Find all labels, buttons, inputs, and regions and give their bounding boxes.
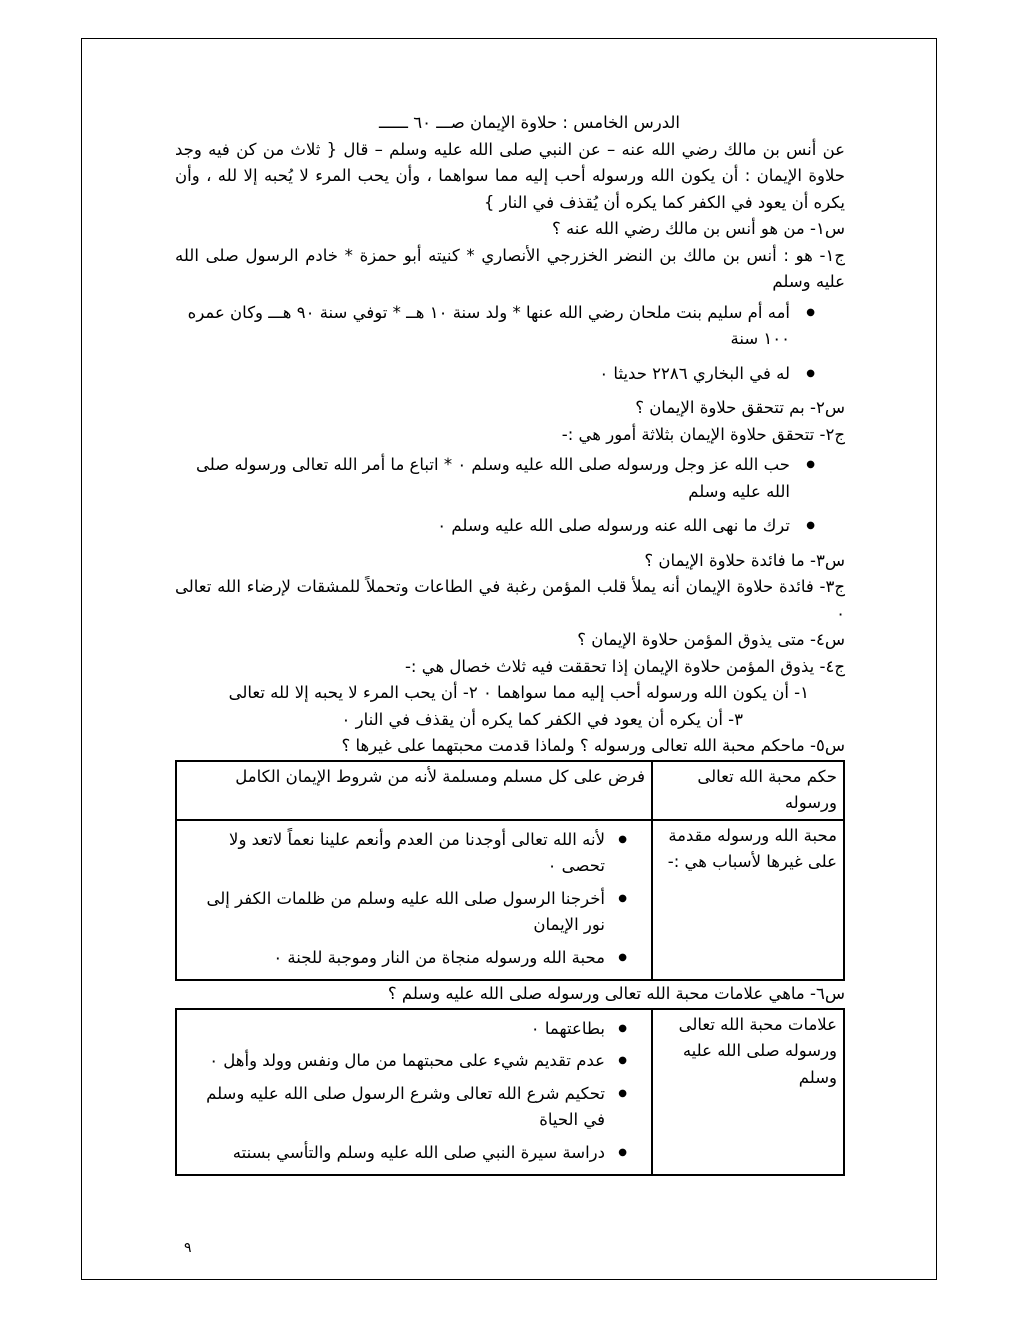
list-item: ٣- أن يكره أن يعود في الكفر كما يكره أن يقذف في النار ٠ [341, 709, 743, 729]
list-item: ● له في البخاري ٢٢٨٦ حديثا ٠ [175, 361, 845, 388]
question-6: س٦- ماهي علامات محبة الله تعالى ورسوله صلى الله عليه وسلم ؟ [387, 984, 845, 1003]
answer-1-list [175, 300, 845, 388]
answer-3: ج٣- فائدة حلاوة الإيمان أنه يملأ قلب المؤمن رغبة في الطاعات وتحملاً للمشقات لإرضاء الله تعالى ٠ [175, 577, 845, 623]
document-body [175, 110, 845, 1176]
list-item: ● أمه أم سليم بنت ملحان رضي الله عنها * ولد سنة ١٠ هــ * توفي سنة ٩٠ هـــ وكان عمره ١٠٠ سنة [175, 300, 845, 353]
list-item: ● محبة الله ورسوله منجاة من النار وموجبة للجنة ٠ [183, 945, 645, 972]
question-3: س٣- ما فائدة حلاوة الإيمان ؟ [644, 550, 845, 570]
list-item: ● حب الله عز وجل ورسوله صلى الله عليه وسلم ٠ * اتباع ما أمر الله تعالى ورسوله صلى الله عليه وسلم [175, 452, 845, 505]
ruling-table [175, 760, 845, 982]
question-4: س٤- متى يذوق المؤمن حلاوة الإيمان ؟ [577, 630, 845, 649]
signs-label-cell: علامات محبة الله تعالى ورسوله صلى الله عليه وسلم [652, 1009, 844, 1176]
answer-2: ج٢- تتحقق حلاوة الإيمان بثلاثة أمور هي :- [561, 424, 845, 444]
question-1: س١- من هو أنس بن مالك رضي الله عنه ؟ [551, 219, 845, 238]
question-2: س٢- بم تتحقق حلاوة الإيمان ؟ [635, 398, 845, 417]
list-item: ● ترك ما نهى الله عنه ورسوله صلى الله عليه وسلم ٠ [175, 513, 845, 540]
list-item: ١- أن يكون الله ورسوله أحب إليه مما سواهما ٠ ٢- أن يحب المرء لا يحبه إلا لله تعالى [228, 683, 809, 702]
ruling-label-cell: حكم محبة الله تعالى ورسوله [652, 761, 844, 820]
answer-1: ج١- هو : أنس بن مالك بن النضر الخزرجي الأنصاري * كنيته أبو حمزة * خادم الرسول صلى الله عليه وسلم [175, 245, 845, 291]
list-item: ● دراسة سيرة النبي صلى الله عليه وسلم والتأسي بسنته [183, 1140, 645, 1167]
reasons-list [183, 827, 645, 972]
answer-4: ج٤- يذوق المؤمن حلاوة الإيمان إذا تحققت فيه ثلاث خصال هي :- [404, 656, 845, 676]
signs-list [183, 1016, 645, 1167]
list-item: ● تحكيم شرع الله تعالى وشرع الرسول صلى الله عليه وسلم في الحياة [183, 1081, 645, 1134]
signs-list-cell [176, 1009, 652, 1176]
list-item: ● بطاعتهما ٠ [183, 1016, 645, 1043]
page-number: ٩ [184, 1240, 192, 1256]
lesson-title: الدرس الخامس : حلاوة الإيمان صـــ ٦٠ ــــــ [379, 113, 680, 132]
list-item: ● عدم تقديم شيء على محبتهما من مال ونفس وولد وأهل ٠ [183, 1048, 645, 1075]
list-item: ● لأنه الله تعالى أوجدنا من العدم وأنعم علينا نعماً لاتعد ولا تحصى ٠ [183, 827, 645, 880]
reasons-label-cell: محبة الله ورسوله مقدمة على غيرها لأسباب هي :- [652, 820, 844, 981]
question-5: س٥- ماحكم محبة الله تعالى ورسوله ؟ ولماذا قدمت محبتهما على غيرها ؟ [341, 736, 845, 755]
reasons-list-cell [176, 820, 652, 981]
answer-2-list [175, 452, 845, 540]
signs-table [175, 1008, 845, 1177]
answer-4-list [175, 680, 845, 733]
list-item: ● أخرجنا الرسول صلى الله عليه وسلم من ظلمات الكفر إلى نور الإيمان [183, 886, 645, 939]
ruling-value-cell: فرض على كل مسلم ومسلمة لأنه من شروط الإيمان الكامل [176, 761, 652, 820]
hadith-text: عن أنس بن مالك رضي الله عنه – عن النبي صلى الله عليه وسلم – قال { ثلاث من كن فيه وجد حلاوة الإيمان : أن يكون الله ورسوله أحب إليه مما سواهما ، وأن يحب المرء لا يُحبه إلا لله ، وأن يكره أن يعود في الكفر كما يكره أن يُقذف في النار } [175, 139, 845, 212]
